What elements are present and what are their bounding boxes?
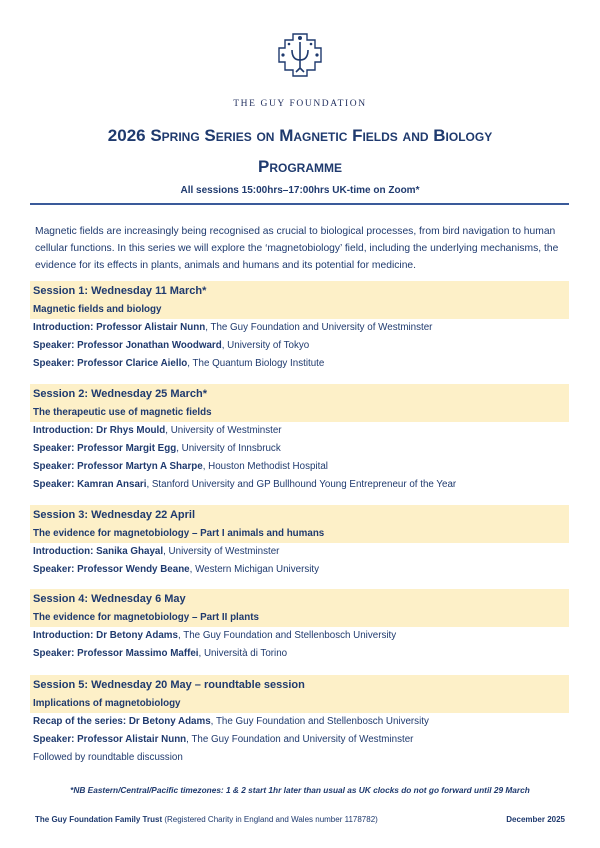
- line-affiliation: , University of Innsbruck: [176, 443, 281, 454]
- session-topic: Magnetic fields and biology: [33, 304, 162, 315]
- line-role: Speaker: Professor Jonathan Woodward: [33, 340, 222, 351]
- session-line: [30, 561, 569, 579]
- session-2: [30, 384, 569, 494]
- session-line: [30, 749, 569, 767]
- session-heading: Session 5: Wednesday 20 May – roundtable session: [33, 679, 305, 691]
- line-affiliation: , Houston Methodist Hospital: [202, 461, 328, 472]
- sessions-time-note: All sessions 15:00hrs–17:00hrs UK-time on Zoom*: [180, 185, 420, 196]
- session-heading: Session 3: Wednesday 22 April: [33, 509, 196, 521]
- line-affiliation: , The Guy Foundation and University of Westminster: [186, 734, 414, 745]
- line-role: Speaker: Professor Martyn A Sharpe: [33, 461, 203, 472]
- intro-paragraph: Magnetic fields are increasingly being recognised as crucial to biological processes, from bird navigation to human cellular functions. In this series we will explore the ‘magnetobiology’ field, including the underlying mechanisms, the evidence for its effects in plants, animals and humans and its potential for medicine.: [35, 226, 559, 271]
- line-affiliation: , The Guy Foundation and Stellenbosch University: [210, 716, 429, 727]
- session-line: [30, 337, 569, 355]
- session-line: [30, 645, 569, 663]
- session-header-band: [30, 281, 569, 319]
- session-line: [30, 713, 569, 731]
- session-header-band: [30, 505, 569, 543]
- footer: [35, 815, 565, 824]
- session-1: [30, 281, 569, 373]
- footer-date: December 2025: [506, 815, 565, 824]
- line-role: Speaker: Professor Margit Egg: [33, 443, 177, 454]
- line-affiliation: , University of Westminster: [163, 546, 280, 557]
- line-role: Introduction: Professor Alistair Nunn: [33, 322, 206, 333]
- line-role: Recap of the series: Dr Betony Adams: [33, 716, 211, 727]
- session-5: [30, 675, 569, 767]
- line-affiliation: , University of Tokyo: [221, 340, 310, 351]
- line-affiliation: , The Quantum Biology Institute: [187, 358, 325, 369]
- page-title: 2026 Spring Series on Magnetic Fields and Biology: [107, 126, 493, 145]
- line-affiliation: , The Guy Foundation and University of Westminster: [205, 322, 433, 333]
- session-header-band: [30, 589, 569, 627]
- session-topic: Implications of magnetobiology: [33, 698, 181, 709]
- session-topic: The therapeutic use of magnetic fields: [33, 407, 212, 418]
- line-affiliation: , University of Westminster: [165, 425, 282, 436]
- session-line: [30, 731, 569, 749]
- page-subtitle: Programme: [257, 157, 342, 176]
- session-heading: Session 4: Wednesday 6 May: [33, 593, 186, 605]
- line-affiliation: Followed by roundtable discussion: [33, 752, 183, 763]
- footer-trust-name: The Guy Foundation Family Trust: [35, 815, 163, 824]
- line-role: Introduction: Dr Betony Adams: [33, 630, 178, 641]
- timezone-note: *NB Eastern/Central/Pacific timezones: 1 & 2 start 1hr later than usual as UK clocks do not go forward until 29 March: [70, 785, 530, 795]
- line-affiliation: , Università di Torino: [198, 648, 288, 659]
- session-line: [30, 355, 569, 373]
- session-topic: The evidence for magnetobiology – Part II plants: [33, 612, 259, 623]
- line-role: Speaker: Kamran Ansari: [33, 479, 147, 490]
- session-line: [30, 319, 569, 337]
- line-role: Speaker: Professor Alistair Nunn: [33, 734, 187, 745]
- session-line: [30, 543, 569, 561]
- line-role: Speaker: Professor Massimo Maffei: [33, 648, 199, 659]
- session-line: [30, 422, 569, 440]
- session-header-band: [30, 384, 569, 422]
- line-affiliation: , Western Michigan University: [189, 564, 320, 575]
- line-role: Speaker: Professor Wendy Beane: [33, 564, 190, 575]
- line-affiliation: , Stanford University and GP Bullhound Young Entrepreneur of the Year: [146, 479, 457, 490]
- session-line: [30, 476, 569, 494]
- line-role: Introduction: Dr Rhys Mould: [33, 425, 166, 436]
- session-3: [30, 505, 569, 579]
- line-affiliation: , The Guy Foundation and Stellenbosch University: [177, 630, 397, 641]
- line-role: Introduction: Sanika Ghayal: [33, 546, 164, 557]
- header-divider: [30, 203, 569, 205]
- session-header-band: [30, 675, 569, 713]
- session-heading: Session 1: Wednesday 11 March*: [33, 285, 207, 297]
- line-role: Speaker: Professor Clarice Aiello: [33, 358, 188, 369]
- session-line: [30, 458, 569, 476]
- session-4: [30, 589, 569, 663]
- foundation-logo: [275, 30, 325, 92]
- session-line: [30, 627, 569, 645]
- footer-registration: (Registered Charity in England and Wales number 1178782): [162, 815, 378, 824]
- session-heading: Session 2: Wednesday 25 March*: [33, 388, 208, 400]
- org-name: THE GUY FOUNDATION: [233, 99, 367, 109]
- session-topic: The evidence for magnetobiology – Part I animals and humans: [33, 528, 325, 539]
- session-line: [30, 440, 569, 458]
